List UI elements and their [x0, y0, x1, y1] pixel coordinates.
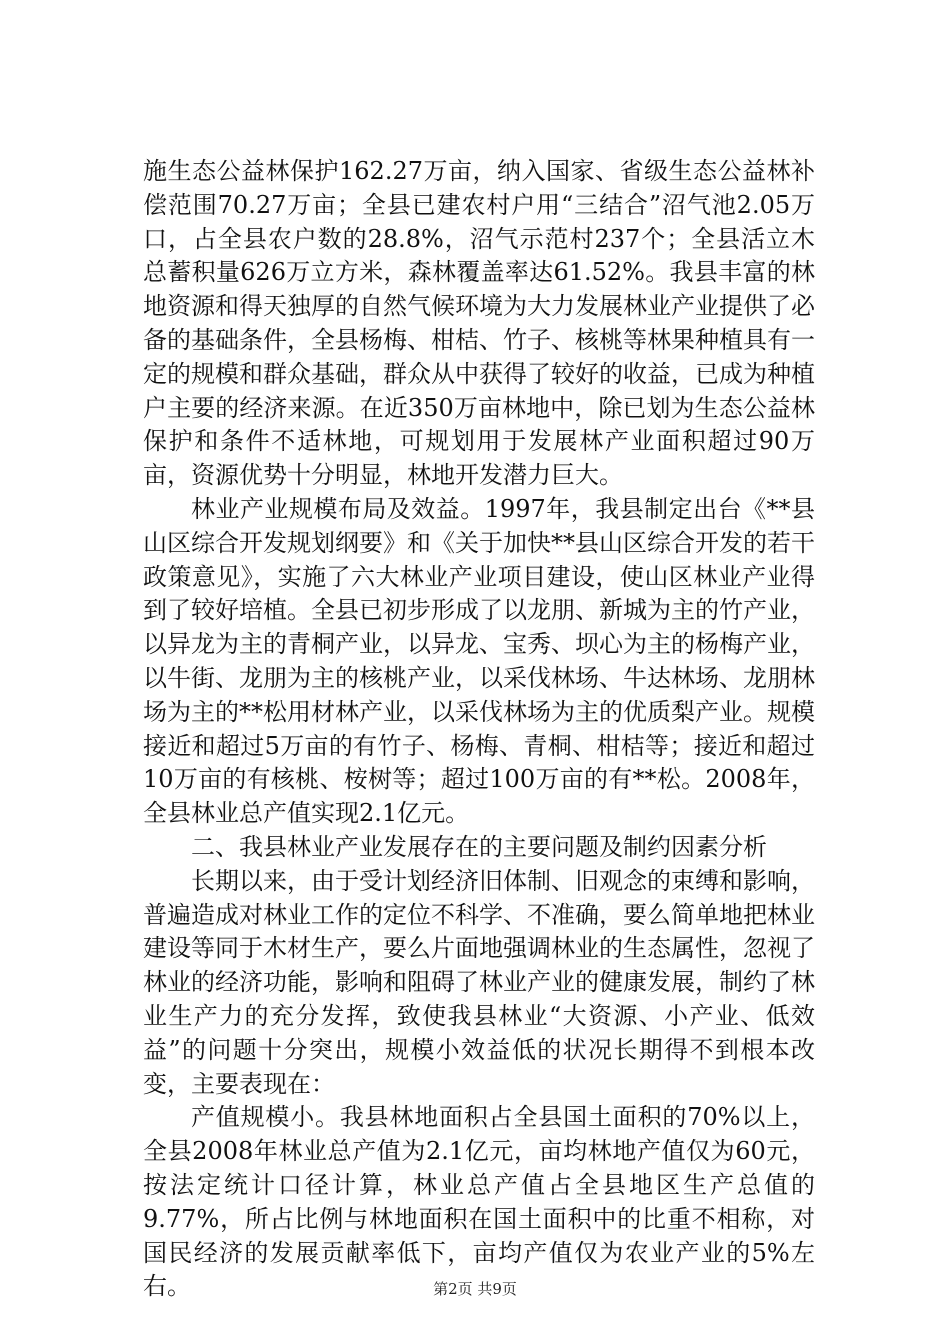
paragraph-problems: 长期以来，由于受计划经济旧体制、旧观念的束缚和影响，普遍造成对林业工作的定位不科学、不准确，要么简单地把林业建设等同于木材生产，要么片面地强调林业的生态属性，忽视了林业的经济功能，影响和阻碍了林业产业的健康发展，制约了林业生产力的充分发挥，致使我县林业“大资源、小产业、低效益”的问题十分突出，规模小效益低的状况长期得不到根本改变，主要表现在：	[143, 866, 815, 1098]
paragraph-output-scale: 产值规模小。我县林地面积占全县国土面积的70%以上，全县2008年林业总产值为2.1亿元，亩均林地产值仅为60元，按法定统计口径计算，林业总产值占全县地区生产总值的9.77%，所占比例与林地面积在国土面积中的比重不相称，对国民经济的发展贡献率低下，亩均产值仅为农业产业的5%左右。	[143, 1103, 815, 1301]
section-heading: 二、我县林业产业发展存在的主要问题及制约因素分析	[191, 832, 767, 861]
page-footer: 第2页 共9页	[433, 1280, 517, 1298]
document-body	[143, 155, 815, 1304]
paragraph-resources: 施生态公益林保护162.27万亩，纳入国家、省级生态公益林补偿范围70.27万亩；全县已建农村户用“三结合”沼气池2.05万口，占全县农户数的28.8%，沼气示范村237个；全县活立木总蓄积量626万立方米，森林覆盖率达61.52%。我县丰富的林地资源和得天独厚的自然气候环境为大力发展林业产业提供了必备的基础条件，全县杨梅、柑桔、竹子、核桃等林果种植具有一定的规模和群众基础，群众从中获得了较好的收益，已成为种植户主要的经济来源。在近350万亩林地中，除已划为生态公益林保护和条件不适林地，可规划用于发展林产业面积超过90万亩，资源优势十分明显，林地开发潜力巨大。	[143, 157, 815, 490]
paragraph-industry-layout: 林业产业规模布局及效益。1997年，我县制定出台《**县山区综合开发规划纲要》和《关于加快**县山区综合开发的若干政策意见》，实施了六大林业产业项目建设，使山区林业产业得到了较好培植。全县已初步形成了以龙朋、新城为主的竹产业，以异龙为主的青桐产业，以异龙、宝秀、坝心为主的杨梅产业，以牛街、龙朋为主的核桃产业，以采伐林场、牛达林场、龙朋林场为主的**松用材林产业，以采伐林场为主的优质梨产业。规模接近和超过5万亩的有竹子、杨梅、青桐、柑桔等；接近和超过10万亩的有核桃、桉树等；超过100万亩的有**松。2008年，全县林业总产值实现2.1亿元。	[143, 494, 815, 828]
